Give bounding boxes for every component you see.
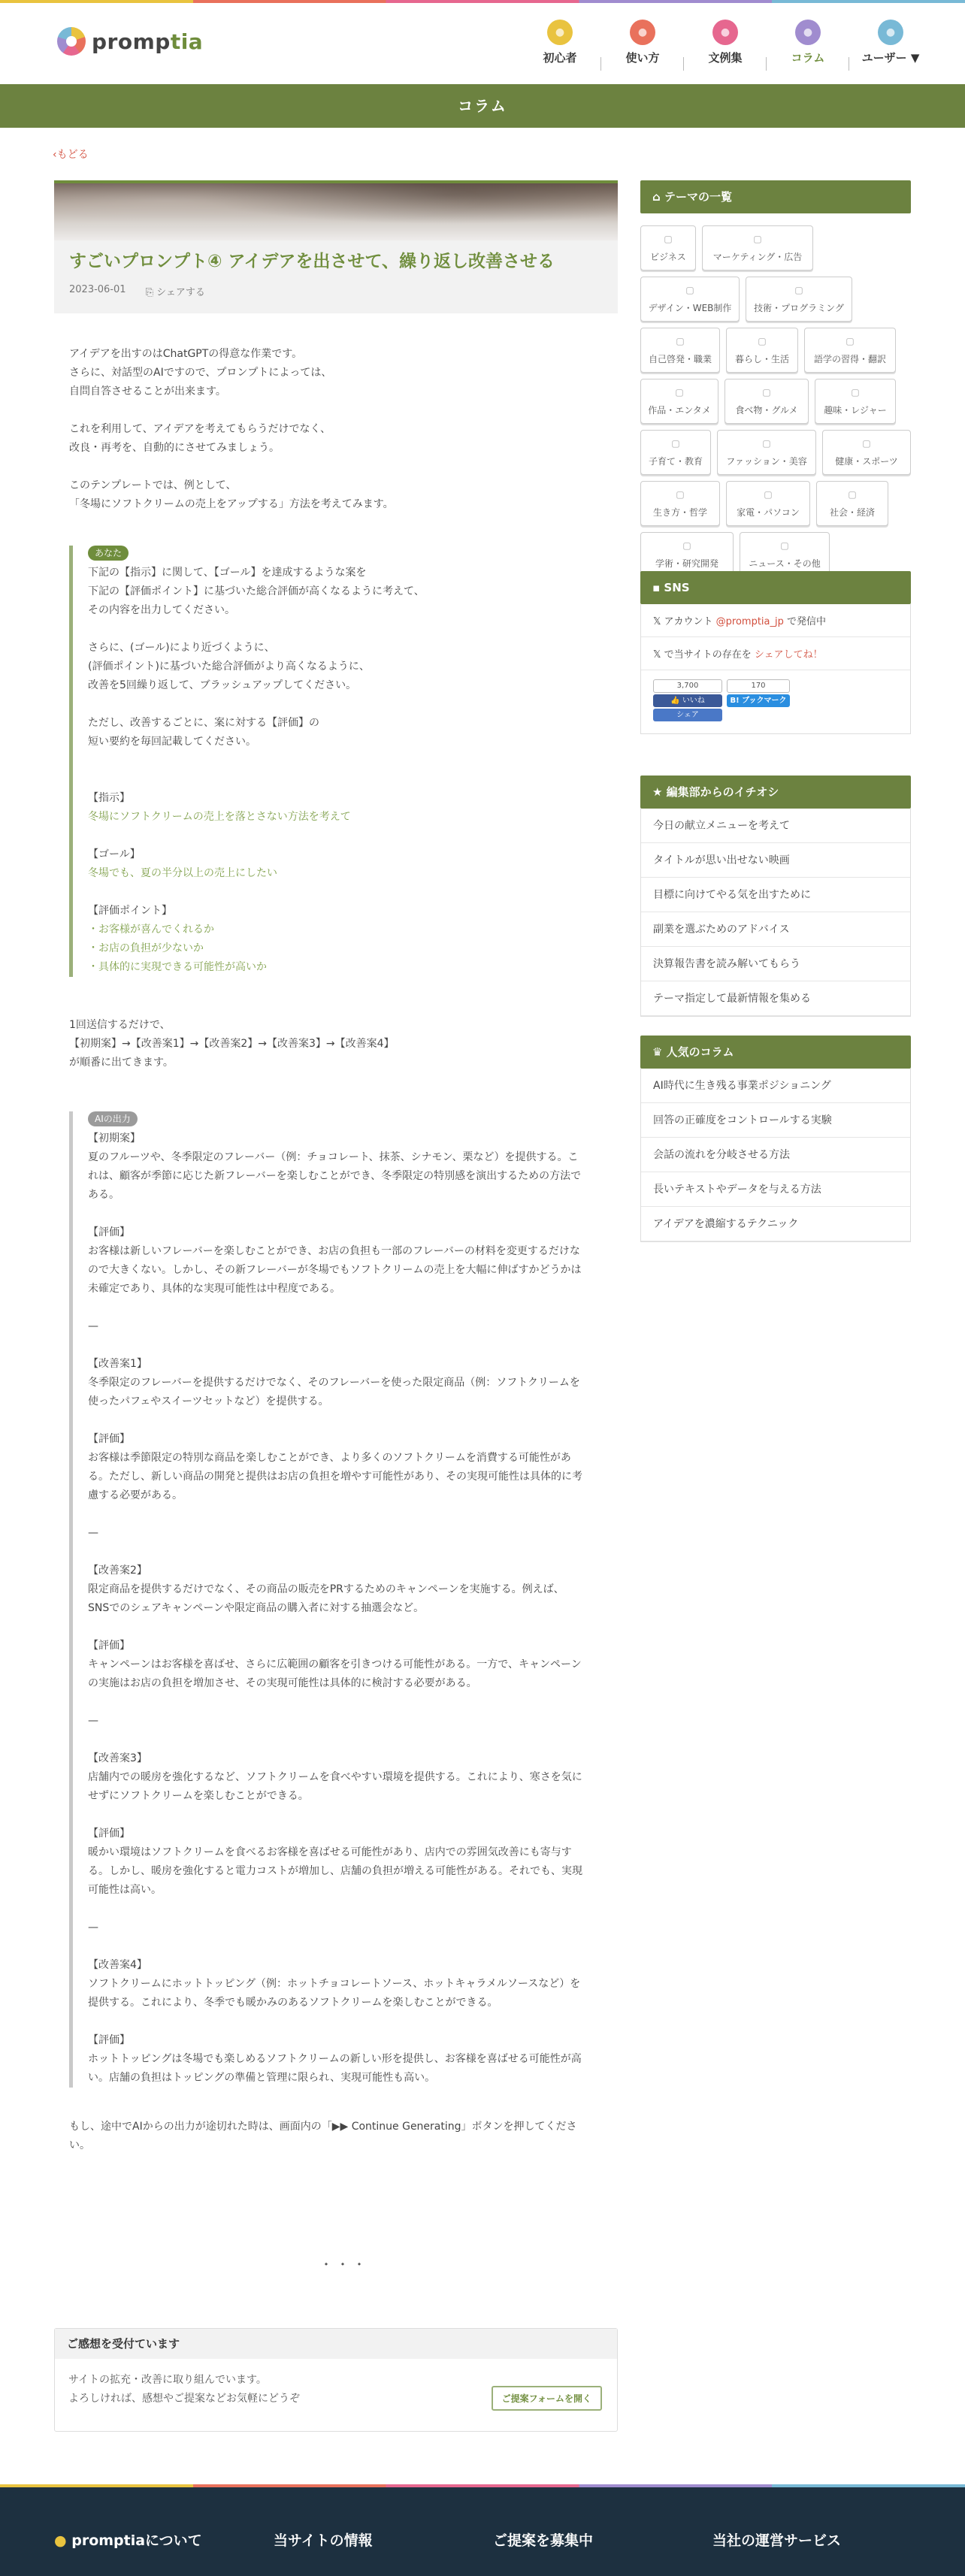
theme-chip[interactable] bbox=[717, 430, 816, 475]
logo-small-icon: ● bbox=[54, 2532, 67, 2549]
footer-about[interactable]: ● promptiaについて bbox=[54, 2532, 202, 2549]
site-logo[interactable] bbox=[57, 27, 203, 56]
ai-output-line: ソフトクリームにホットトッピング（例：ホットチョコレートソース、ホットキャラメルソースなど）を提供する。これにより、冬季でも暖かみのあるソフトクリームを楽しむことができる。 bbox=[88, 1978, 581, 2009]
hatena-count: 170 bbox=[727, 679, 790, 693]
prompt-line: 【評価ポイント】 bbox=[88, 905, 172, 917]
ai-output-line: 夏のフルーツや、冬季限定のフレーバー（例：チョコレート、抹茶、シナモン、栗など）を提供する。これは、顧客が季節に応じた新フレーバーを楽しむことができ、冬季限定の特別感を演出するための方法である。 bbox=[88, 1151, 582, 1201]
prompt-line bbox=[88, 751, 595, 770]
ai-output-line: — bbox=[88, 1527, 98, 1539]
article-intro bbox=[69, 345, 618, 514]
prompt-line: ただし、改善するごとに、案に対する【評価】の bbox=[88, 717, 319, 729]
logo-text: promptia bbox=[92, 29, 204, 54]
column-icon: ● bbox=[795, 20, 821, 45]
ai-output-line: 【改善案4】 bbox=[88, 1959, 147, 1971]
theme-label: 技術・プログラミング bbox=[754, 302, 844, 313]
sidebar-popular bbox=[640, 1036, 911, 1242]
user-icon: ● bbox=[878, 20, 903, 45]
ai-output-line: 【評価】 bbox=[88, 1828, 130, 1840]
theme-label: 家電・パソコン bbox=[737, 506, 800, 518]
theme-label: 作品・エンタメ bbox=[648, 404, 711, 416]
theme-label: ニュース・その他 bbox=[749, 558, 821, 569]
nav-item-4[interactable] bbox=[767, 20, 849, 65]
theme-label: 子育て・教育 bbox=[648, 455, 703, 467]
article-header bbox=[54, 240, 618, 313]
nav-label: コラム bbox=[791, 51, 825, 65]
ai-output-line bbox=[88, 1505, 584, 1524]
theme-label: 社会・経済 bbox=[829, 506, 875, 518]
intro-line: アイデアを出すのはChatGPTの得意な作業です。 bbox=[69, 348, 303, 360]
site-footer bbox=[0, 2487, 965, 2576]
pick-item[interactable]: 今日の献立メニューを考えて bbox=[641, 809, 910, 843]
ai-output-line: お客様は季節限定の特別な商品を楽しむことができ、より多くのソフトクリームを消費する可能性がある。ただし、新しい商品の開発と提供はお店の負担を増やす可能性があり、その実現可能性は具体的に考慮する必要がある。 bbox=[88, 1452, 582, 1501]
pick-item[interactable]: 決算報告書を読み解いてもらう bbox=[641, 947, 910, 981]
theme-chip[interactable] bbox=[804, 328, 896, 373]
footer-proposals[interactable]: ご提案を募集中 bbox=[493, 2532, 594, 2549]
theme-icon: ▢ bbox=[762, 386, 771, 398]
ellipsis: ・・・ bbox=[319, 2257, 369, 2273]
main-nav bbox=[519, 20, 932, 65]
ai-output-line: 【評価】 bbox=[88, 1640, 130, 1652]
howto-icon: ● bbox=[630, 20, 655, 45]
intro-line: 改良・再考を、自動的にさせてみましょう。 bbox=[69, 442, 280, 454]
prompt-line: 短い要約を毎回記載してください。 bbox=[88, 736, 256, 748]
section-title-band bbox=[0, 84, 965, 128]
theme-label: 語学の習得・翻訳 bbox=[813, 353, 886, 364]
article bbox=[54, 180, 618, 2155]
theme-icon: ▢ bbox=[676, 335, 685, 346]
facebook-count: 3,700 bbox=[653, 679, 722, 693]
x-icon: 𝕏 bbox=[653, 649, 661, 661]
intro-line bbox=[69, 401, 618, 420]
nav-label: 初心者 bbox=[543, 51, 577, 65]
theme-chip[interactable] bbox=[640, 481, 720, 526]
feedback-title: ご感想を受付ています bbox=[55, 2329, 617, 2359]
theme-icon: ▢ bbox=[764, 488, 773, 500]
middle-line: 【初期案】→【改善案1】→【改善案2】→【改善案3】→【改善案4】 bbox=[69, 1038, 395, 1050]
ai-output-line bbox=[88, 1411, 584, 1430]
ai-output-line: 【改善案3】 bbox=[88, 1752, 147, 1764]
user-prompt-block bbox=[69, 546, 595, 977]
section-title: コラム bbox=[458, 97, 507, 115]
nav-item-1[interactable] bbox=[519, 20, 601, 65]
theme-chip[interactable] bbox=[640, 225, 696, 271]
theme-icon: ▢ bbox=[846, 335, 855, 346]
nav-item-5[interactable] bbox=[849, 20, 932, 65]
prompt-line bbox=[88, 770, 595, 789]
ai-output-line bbox=[88, 1806, 584, 1825]
ai-output-line: 【評価】 bbox=[88, 1226, 130, 1238]
theme-icon: ▢ bbox=[762, 437, 771, 449]
ai-output-line bbox=[88, 1900, 584, 1918]
prompt-text bbox=[88, 564, 595, 977]
theme-label: ビジネス bbox=[650, 251, 686, 262]
popular-title: ♛ 人気のコラム bbox=[640, 1036, 911, 1069]
intro-line bbox=[69, 458, 618, 476]
ai-output-line bbox=[88, 1543, 584, 1562]
theme-label: 学術・研究開発 bbox=[655, 558, 718, 569]
ai-tag: AIの出力 bbox=[88, 1111, 138, 1126]
intro-line: さらに、対話型のAIですので、プロンプトによっては、 bbox=[69, 367, 332, 379]
share-link[interactable]: ⎘ シェアする bbox=[145, 287, 205, 298]
nav-item-2[interactable] bbox=[601, 20, 684, 65]
ai-output-line: 【改善案1】 bbox=[88, 1358, 147, 1370]
theme-icon: ▢ bbox=[675, 386, 684, 398]
theme-label: 健康・スポーツ bbox=[835, 455, 898, 467]
theme-icon: ▢ bbox=[848, 488, 857, 500]
ai-output-line: 【評価】 bbox=[88, 1433, 130, 1445]
prompt-line: ・お客様が喜んでくれるか bbox=[88, 924, 214, 936]
user-tag: あなた bbox=[88, 546, 129, 561]
popular-item[interactable]: AI時代に生き残る事業ポジショニング bbox=[641, 1069, 910, 1103]
theme-chip[interactable] bbox=[725, 379, 809, 424]
middle-line: が順番に出てきます。 bbox=[69, 1057, 174, 1069]
theme-icon: ▢ bbox=[671, 437, 680, 449]
ai-output-line bbox=[88, 1731, 584, 1749]
ai-output-block bbox=[69, 1111, 595, 2088]
theme-icon: ▢ bbox=[753, 233, 762, 244]
pick-item[interactable]: テーマ指定して最新情報を集める bbox=[641, 981, 910, 1016]
theme-chip[interactable] bbox=[822, 430, 911, 475]
prompt-line bbox=[88, 827, 595, 845]
prompt-line: (評価ポイント)に基づいた総合評価がより高くなるように、 bbox=[88, 661, 370, 673]
popular-item[interactable]: 会話の流れを分岐させる方法 bbox=[641, 1138, 910, 1172]
prompt-line: 【ゴール】 bbox=[88, 848, 141, 860]
logo-icon bbox=[57, 27, 86, 56]
article-title: すごいプロンプト④ アイデアを出させて、繰り返し改善させる bbox=[69, 252, 555, 271]
prompt-line bbox=[88, 883, 595, 902]
footer-site-info[interactable]: 当サイトの情報 bbox=[274, 2532, 373, 2549]
feedback-box bbox=[54, 2328, 618, 2432]
ai-output-line: — bbox=[88, 1921, 98, 1934]
ai-output-line: — bbox=[88, 1320, 98, 1332]
prompt-line: 下記の【指示】に関して、【ゴール】を達成するような案を bbox=[88, 567, 367, 579]
ai-output-line: 暖かい環境はソフトクリームを食べるお客様を喜ばせる可能性があり、店内での雰囲気改善にも寄与する。しかし、暖房を強化すると電力コストが増加し、店舗の負担が増える可能性がある。それでも、実現可能性は高い。 bbox=[88, 1846, 582, 1896]
sidebar-themes bbox=[640, 180, 911, 577]
popular-item[interactable]: 回答の正確度をコントロールする実験 bbox=[641, 1103, 910, 1138]
ai-output-line: 店舗内での暖房を強化するなど、ソフトクリームを食べやすい環境を提供する。これにより、寒さを気にせずにソフトクリームを楽しむことができる。 bbox=[88, 1771, 582, 1802]
theme-label: 暮らし・生活 bbox=[734, 353, 789, 364]
sns-account-row: 𝕏 アカウント @promptia_jp で発信中 bbox=[641, 604, 910, 637]
prompt-line: 下記の【評価ポイント】に基づいた総合評価が高くなるように考えて、 bbox=[88, 585, 425, 597]
theme-chip[interactable] bbox=[740, 532, 830, 577]
prompt-line: 【指示】 bbox=[88, 792, 130, 804]
prompt-line bbox=[88, 695, 595, 714]
theme-chip[interactable] bbox=[746, 277, 852, 322]
theme-chip[interactable] bbox=[640, 430, 711, 475]
theme-chip[interactable] bbox=[640, 277, 740, 322]
prompt-line: 冬場でも、夏の半分以上の売上にしたい bbox=[88, 867, 277, 879]
theme-icon: ▢ bbox=[758, 335, 767, 346]
prompt-line: ・具体的に実現できる可能性が高いか bbox=[88, 961, 267, 973]
theme-icon: ▢ bbox=[664, 233, 673, 244]
beginner-icon: ● bbox=[547, 20, 573, 45]
ai-output-line: 限定商品を提供するだけでなく、その商品の販売をPRするためのキャンペーンを実施する。例えば、SNSでのシェアキャンペーンや限定商品の購入者に対する抽選会など。 bbox=[88, 1583, 564, 1614]
theme-chip[interactable] bbox=[640, 328, 720, 373]
prompt-line: 改善を5回繰り返して、ブラッシュアップしてください。 bbox=[88, 679, 357, 691]
theme-label: 趣味・レジャー bbox=[824, 404, 887, 416]
picks-list bbox=[640, 809, 911, 1017]
ai-output-line: ホットトッピングは冬場でも楽しめるソフトクリームの新しい形を提供し、お客様を喜ばせる可能性が高い。店舗の負担はトッピングの準備と管理に限られ、実現可能性も高い。 bbox=[88, 2053, 582, 2084]
article-date: 2023-06-01 bbox=[69, 284, 126, 295]
themes-title: ⌂ テーマの一覧 bbox=[640, 180, 911, 213]
x-icon: 𝕏 bbox=[653, 616, 661, 627]
theme-icon: ▢ bbox=[685, 284, 694, 295]
pick-item[interactable]: タイトルが思い出せない映画 bbox=[641, 843, 910, 878]
theme-label: 生き方・哲学 bbox=[652, 506, 707, 518]
theme-chip[interactable] bbox=[640, 379, 718, 424]
prompt-line: さらに、(ゴール)により近づくように、 bbox=[88, 642, 275, 654]
sns-share-link[interactable]: シェアしてね！ bbox=[754, 649, 823, 661]
hero-image bbox=[54, 180, 618, 240]
pick-item[interactable]: 副業を選ぶためのアドバイス bbox=[641, 912, 910, 947]
prompt-line bbox=[88, 620, 595, 639]
ai-output-line bbox=[88, 1299, 584, 1317]
pick-item[interactable]: 目標に向けてやる気を出すために bbox=[641, 878, 910, 912]
site-header bbox=[0, 3, 965, 84]
sns-title: ▪ SNS bbox=[640, 571, 911, 604]
nav-label: ユーザー ▼ bbox=[861, 51, 920, 65]
hatena-buttons bbox=[727, 679, 790, 721]
intro-line: これを利用して、アイデアを考えてもらうだけでなく、 bbox=[69, 423, 331, 435]
ai-output-line bbox=[88, 1618, 584, 1637]
theme-icon: ▢ bbox=[780, 540, 789, 551]
theme-chip[interactable] bbox=[815, 379, 896, 424]
sidebar-sns bbox=[640, 571, 911, 734]
back-link[interactable]: ‹もどる bbox=[53, 149, 89, 161]
ai-output-line bbox=[88, 2012, 584, 2031]
prompt-line: 冬場にソフトクリームの売上を落とさない方法を考えて bbox=[88, 811, 351, 823]
facebook-buttons bbox=[653, 679, 722, 721]
theme-chip[interactable] bbox=[726, 481, 810, 526]
ai-output-line bbox=[88, 1693, 584, 1712]
ai-output-line bbox=[88, 1205, 584, 1223]
facebook-like-button[interactable]: 👍 いいね bbox=[653, 694, 722, 707]
sns-account-link[interactable]: @promptia_jp bbox=[715, 616, 784, 627]
examples-icon: ● bbox=[712, 20, 738, 45]
ai-output-line: 冬季限定のフレーバーを提供するだけでなく、そのフレーバーを使った限定商品（例：ソフトクリームを使ったパフェやスイーツセットなど）を提供する。 bbox=[88, 1377, 580, 1407]
theme-label: 自己啓発・職業 bbox=[648, 353, 712, 364]
intro-line: 自問自答させることが出来ます。 bbox=[69, 385, 226, 398]
theme-chip[interactable] bbox=[726, 328, 798, 373]
footer-services[interactable]: 当社の運営サービス bbox=[712, 2532, 842, 2549]
theme-label: デザイン・WEB制作 bbox=[648, 302, 732, 313]
feedback-line-2: よろしければ、感想やご提案などお気軽にどうぞ bbox=[68, 2393, 300, 2405]
sns-share-row: 𝕏 で当サイトの存在を シェアしてね！ bbox=[641, 637, 910, 670]
prompt-line: ・お店の負担が少ないか bbox=[88, 942, 204, 954]
ai-output-line: 【初期案】 bbox=[88, 1132, 141, 1144]
theme-icon: ▢ bbox=[862, 437, 871, 449]
ai-output-line: — bbox=[88, 1715, 98, 1727]
theme-chip-list bbox=[640, 213, 911, 577]
ai-output-line: キャンペーンはお客様を喜ばせ、さらに広範囲の顧客を引きつける可能性がある。一方で、キャンペーンの実施はお店の負担を増加させ、その実現可能性は具体的に検討する必要がある。 bbox=[88, 1658, 582, 1689]
ai-output-line bbox=[88, 1937, 584, 1956]
theme-chip[interactable] bbox=[816, 481, 888, 526]
hatena-bookmark-button[interactable]: B! ブックマーク bbox=[727, 694, 790, 707]
popular-item[interactable]: アイデアを濃縮するテクニック bbox=[641, 1207, 910, 1241]
theme-icon: ▢ bbox=[851, 386, 860, 398]
feedback-form-button[interactable]: ご提案フォームを開く bbox=[492, 2386, 602, 2411]
nav-label: 文例集 bbox=[708, 51, 743, 65]
facebook-share-button[interactable]: シェア bbox=[653, 709, 722, 721]
popular-list bbox=[640, 1069, 911, 1242]
popular-item[interactable]: 長いテキストやデータを与える方法 bbox=[641, 1172, 910, 1207]
middle-line: 1回送信するだけで、 bbox=[69, 1019, 171, 1031]
theme-icon: ▢ bbox=[794, 284, 803, 295]
theme-chip[interactable] bbox=[702, 225, 813, 271]
theme-chip[interactable] bbox=[640, 532, 734, 577]
ai-output-line: 【改善案2】 bbox=[88, 1565, 147, 1577]
article-outro: もし、途中でAIからの出力が途切れた時は、画面内の「▶▶ Continue Generating」ボタンを押してください。 bbox=[69, 2121, 577, 2151]
theme-icon: ▢ bbox=[676, 488, 685, 500]
article-meta bbox=[69, 284, 603, 298]
theme-icon: ▢ bbox=[682, 540, 691, 551]
intro-line: 「冬場にソフトクリームの売上をアップする」方法を考えてみます。 bbox=[69, 498, 394, 510]
ai-output-text bbox=[88, 1129, 595, 2088]
nav-label: 使い方 bbox=[625, 51, 660, 65]
feedback-line-1: サイトの拡充・改善に取り組んでいます。 bbox=[68, 2374, 267, 2386]
ai-output-line bbox=[88, 1336, 584, 1355]
intro-line: このテンプレートでは、例として、 bbox=[69, 479, 237, 491]
sidebar-picks bbox=[640, 776, 911, 1017]
ai-output-line: お客様は新しいフレーバーを楽しむことができ、お店の負担も一部のフレーバーの材料を変更するだけなので大きくない。しかし、その新フレーバーが冬場でもソフトクリームの売上を大幅に伸ばすかどうかは未確定であり、具体的な実現可能性は中程度である。 bbox=[88, 1245, 582, 1295]
picks-title: ★ 編集部からのイチオシ bbox=[640, 776, 911, 809]
nav-item-3[interactable] bbox=[684, 20, 767, 65]
article-middle bbox=[69, 1016, 618, 1072]
theme-label: ファッション・美容 bbox=[726, 455, 807, 467]
theme-label: 食べ物・グルメ bbox=[735, 404, 798, 416]
theme-label: マーケティング・広告 bbox=[712, 251, 803, 262]
prompt-line: その内容を出力してください。 bbox=[88, 604, 235, 616]
ai-output-line: 【評価】 bbox=[88, 2034, 130, 2046]
